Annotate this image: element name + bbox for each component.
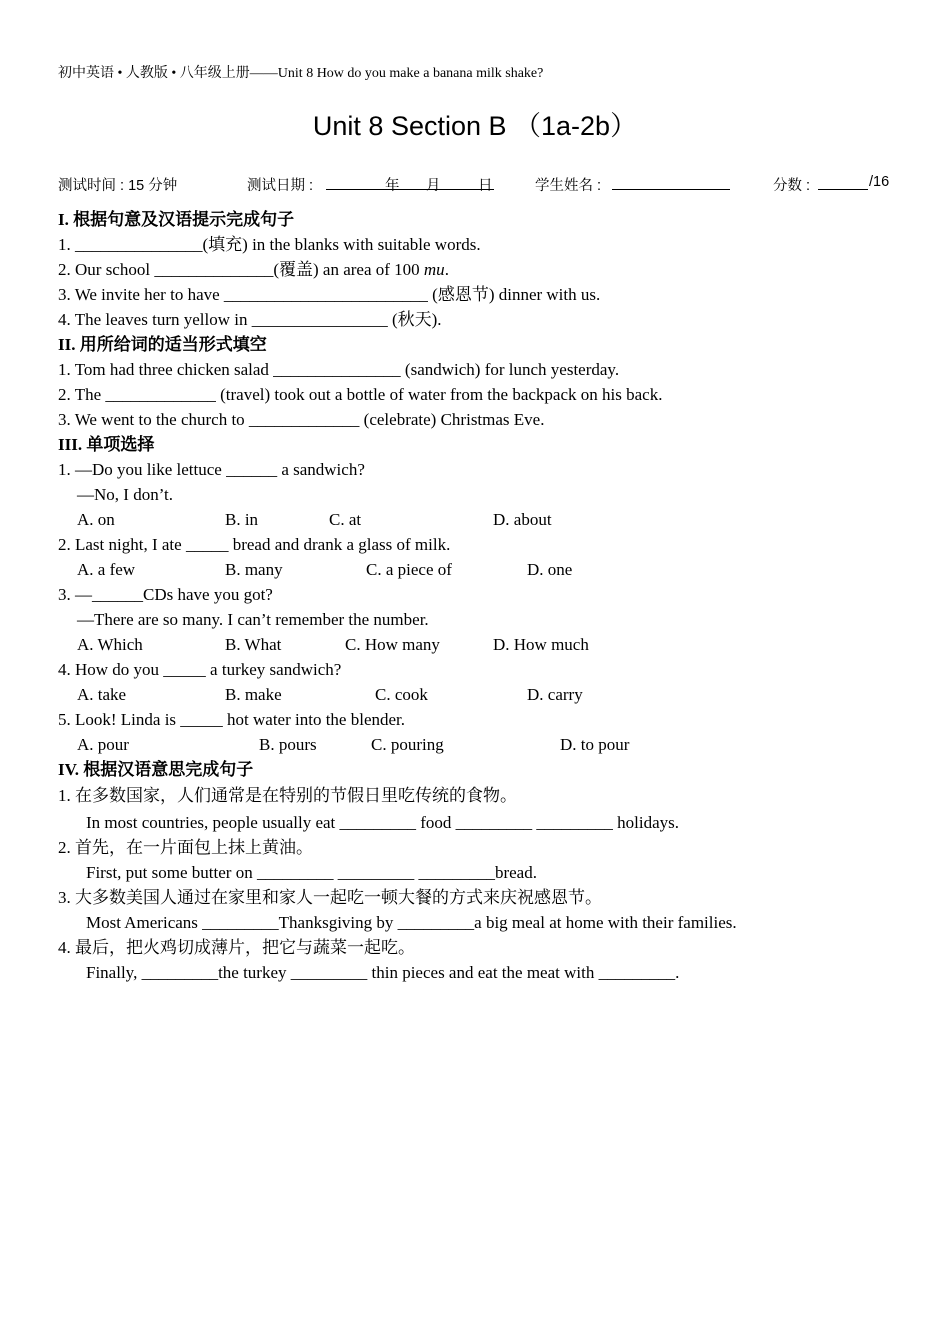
test-info-row xyxy=(58,174,898,196)
section-4-item-4-english[interactable]: Finally, _________the turkey _________ thin pieces and eat the meat with _________. xyxy=(86,963,680,982)
question-2-option-b[interactable]: B. many xyxy=(225,560,283,579)
question-5-stem: 5. Look! Linda is _____ hot water into the blender. xyxy=(58,710,406,729)
question-4-option-b[interactable]: B. make xyxy=(225,685,282,704)
question-2-option-a[interactable]: A. a few xyxy=(77,560,136,579)
question-2-option-c[interactable]: C. a piece of xyxy=(366,560,452,579)
date-blank[interactable] xyxy=(326,174,494,192)
section-2-item-3[interactable]: 3. We went to the church to _____________ (celebrate) Christmas Eve. xyxy=(58,410,545,429)
question-5-option-c[interactable]: C. pouring xyxy=(371,735,444,754)
question-5-option-b[interactable]: B. pours xyxy=(259,735,317,754)
question-3-options xyxy=(58,632,918,657)
date-month: 月 xyxy=(426,178,441,194)
section-4-heading: IV. 根据汉语意思完成句子 xyxy=(58,760,254,779)
question-5-option-a[interactable]: A. pour xyxy=(77,735,129,754)
section-1-item-3[interactable]: 3. We invite her to have ________________________ (感恩节) dinner with us. xyxy=(58,285,601,304)
test-date-label: 测试日期 : xyxy=(247,178,314,194)
score-total: /16 xyxy=(869,174,890,190)
question-3-option-c[interactable]: C. How many xyxy=(345,635,440,654)
score-field[interactable] xyxy=(818,174,868,192)
section-4-item-1-chinese: 1. 在多数国家，人们通常是在特别的节假日里吃传统的食物。 xyxy=(58,786,517,805)
test-time: 测试时间 : 15 分钟 xyxy=(58,178,178,194)
section-4-item-3-chinese: 3. 大多数美国人通过在家里和家人一起吃一顿大餐的方式来庆祝感恩节。 xyxy=(58,888,602,907)
section-1-item-2-end: . xyxy=(444,260,449,279)
section-1-item-4[interactable]: 4. The leaves turn yellow in ________________ (秋天). xyxy=(58,310,442,329)
question-3-option-a[interactable]: A. Which xyxy=(77,635,143,654)
question-2-stem: 2. Last night, I ate _____ bread and drank a glass of milk. xyxy=(58,535,451,554)
course-header: 初中英语 • 人教版 • 八年级上册——Unit 8 How do you make a banana milk shake? xyxy=(58,66,544,81)
question-4-option-c[interactable]: C. cook xyxy=(375,685,428,704)
question-3-option-d[interactable]: D. How much xyxy=(493,635,589,654)
section-4-item-4-chinese: 4. 最后，把火鸡切成薄片，把它与蔬菜一起吃。 xyxy=(58,938,415,957)
section-4-item-1-english[interactable]: In most countries, people usually eat _________ food _________ _________ holidays. xyxy=(86,813,680,832)
question-5-options xyxy=(58,732,918,757)
question-3-stem: 3. —______CDs have you got? xyxy=(58,585,273,604)
question-4-stem: 4. How do you _____ a turkey sandwich? xyxy=(58,660,342,679)
date-year: 年 xyxy=(385,178,400,194)
section-3-heading: III. 单项选择 xyxy=(58,435,155,454)
section-1-heading: I. 根据句意及汉语提示完成句子 xyxy=(58,210,295,229)
section-1-item-2-text: 2. Our school ______________(覆盖) an area of 100 xyxy=(58,260,424,279)
question-1-option-d[interactable]: D. about xyxy=(493,510,552,529)
student-name-field[interactable] xyxy=(612,174,730,192)
score-label: 分数 : xyxy=(773,178,811,194)
question-2-options xyxy=(58,557,918,582)
question-1-option-b[interactable]: B. in xyxy=(225,510,259,529)
question-1-options xyxy=(58,507,918,532)
question-5-option-d[interactable]: D. to pour xyxy=(560,735,630,754)
section-4-item-3-english[interactable]: Most Americans _________Thanksgiving by _________a big meal at home with their families. xyxy=(86,913,737,932)
section-2-heading: II. 用所给词的适当形式填空 xyxy=(58,335,267,354)
worksheet-content xyxy=(58,207,918,985)
question-2-option-d[interactable]: D. one xyxy=(527,560,573,579)
question-3-reply: —There are so many. I can’t remember the number. xyxy=(77,610,429,629)
section-4-item-2-english[interactable]: First, put some butter on _________ _________ _________bread. xyxy=(86,863,537,882)
section-1-item-2-unit: mu xyxy=(423,260,445,279)
question-4-options xyxy=(58,682,918,707)
question-4-option-a[interactable]: A. take xyxy=(77,685,127,704)
question-4-option-d[interactable]: D. carry xyxy=(527,685,583,704)
section-1-item-1[interactable]: 1. _______________(填充) in the blanks with suitable words. xyxy=(58,235,481,254)
question-1-stem: 1. —Do you like lettuce ______ a sandwich? xyxy=(58,460,365,479)
section-2-item-1[interactable]: 1. Tom had three chicken salad _______________ (sandwich) for lunch yesterday. xyxy=(58,360,620,379)
page-title: Unit 8 Section B （1a-2b） xyxy=(312,111,638,141)
question-1-option-a[interactable]: A. on xyxy=(77,510,115,529)
question-3-option-b[interactable]: B. What xyxy=(225,635,282,654)
section-1-item-2[interactable] xyxy=(58,257,918,282)
student-name-label: 学生姓名 : xyxy=(535,178,602,194)
question-1-reply: —No, I don’t. xyxy=(77,485,174,504)
section-2-item-2[interactable]: 2. The _____________ (travel) took out a bottle of water from the backpack on his back. xyxy=(58,385,663,404)
date-day: 日 xyxy=(478,178,493,194)
question-1-option-c[interactable]: C. at xyxy=(329,510,362,529)
section-4-item-2-chinese: 2. 首先，在一片面包上抹上黄油。 xyxy=(58,838,313,857)
